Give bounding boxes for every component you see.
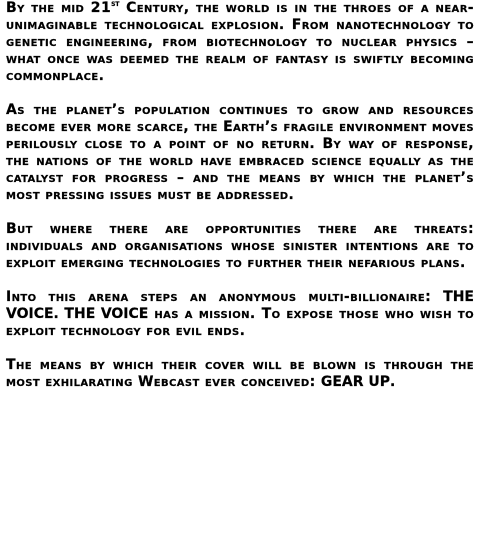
gear-up-title: GEAR UP — [320, 374, 391, 390]
p1-text-a: By the mid 21 — [6, 0, 112, 16]
p4-text-b: has a mission. To expose those who wish to exploit technology for evil ends. — [6, 306, 474, 339]
the-voice-name: THE VOICE. THE VOICE — [6, 289, 474, 322]
paragraph-21st-century — [6, 0, 474, 85]
p4-text-a: Into this arena steps an anonymous multi-billionaire: — [6, 289, 444, 305]
paragraph-planet-population: As the planet’s population continues to grow and resources become ever more scarce, the Earth’s fragile environment moves perilously close to a point of no return. By way of response, the nations of the world have embraced science equally as the catalyst for progress – and the means by which the planet’s most pressing issues must be addressed. — [6, 102, 474, 203]
paragraph-the-voice — [6, 289, 474, 340]
paragraph-gear-up — [6, 357, 474, 391]
intro-document — [6, 0, 474, 391]
p1-text-b: Century, the world is in the throes of a near-unimaginable technological explosion. From nanotechnology to genetic engineering, from biotechnology to nuclear physics – what once was deemed the realm of fantasy is swiftly becoming commonplace. — [6, 0, 474, 84]
p5-text-a: The means by which their cover will be blown is through the most exhilarating Webcast ever conceived: — [6, 357, 474, 390]
p1-superscript: st — [111, 0, 120, 8]
paragraph-threats: But where there are opportunities there are threats: individuals and organisations whose sinister intentions are to exploit emerging technologies to further their nefarious plans. — [6, 221, 474, 271]
p5-text-b: . — [390, 374, 396, 390]
